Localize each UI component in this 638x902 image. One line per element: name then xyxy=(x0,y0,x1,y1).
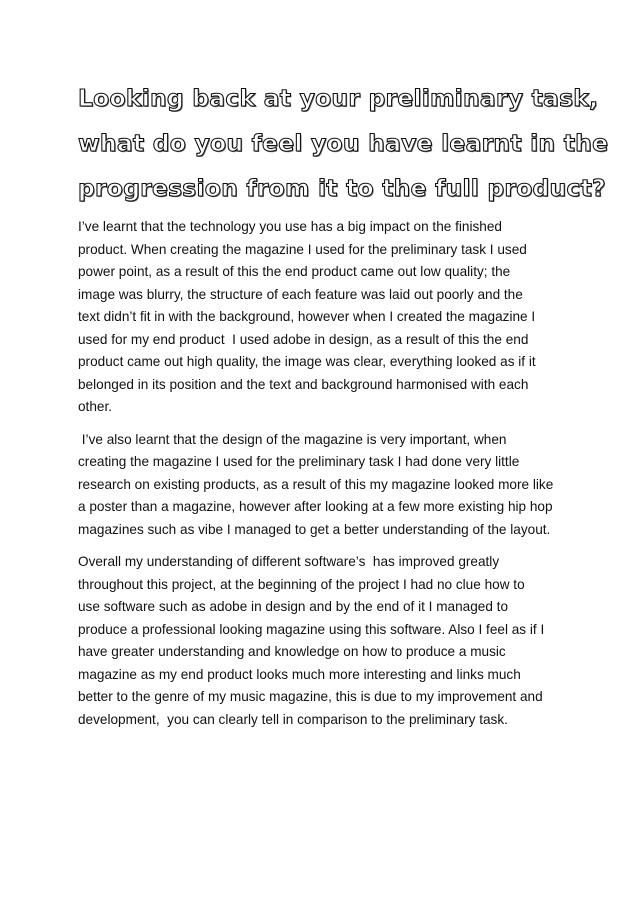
paragraph-line: produce a professional looking magazine using this software. Also I feel as if I xyxy=(78,621,545,637)
paragraph-line: product came out high quality, the image was clear, everything looked as if it xyxy=(78,354,536,369)
paragraph-line: use software such as adobe in design and by the end of it I managed to xyxy=(78,599,509,614)
paragraph-line: throughout this project, at the beginning of the project I had no clue how to xyxy=(78,576,525,592)
paragraph-line: magazines such as vibe I managed to get a better understanding of the layout. xyxy=(78,521,551,537)
document-heading xyxy=(78,76,609,211)
paragraph-overall xyxy=(78,551,578,731)
paragraph-line: image was blurry, the structure of each feature was laid out poorly and the xyxy=(78,286,523,302)
paragraph-line: other. xyxy=(78,399,113,414)
paragraph-line: magazine as my end product looks much more interesting and links much xyxy=(78,666,521,682)
paragraph-design xyxy=(78,429,578,542)
paragraph-line: I’ve learnt that the technology you use has a big impact on the finished xyxy=(78,219,502,234)
heading-line-2: what do you feel you have learnt in the xyxy=(78,129,609,157)
paragraph-line: power point, as a result of this the end product came out low quality; the xyxy=(78,264,511,279)
paragraph-line: better to the genre of my music magazine, this is due to my improvement and xyxy=(78,689,543,704)
paragraph-line: a poster than a magazine, however after looking at a few more existing hip hop xyxy=(78,499,553,514)
document-body xyxy=(78,216,578,741)
paragraph-line: used for my end product I used adobe in design, as a result of this the end xyxy=(78,331,529,347)
paragraph-line: research on existing products, as a result of this my magazine looked more like xyxy=(78,476,554,492)
paragraph-line: I’ve also learnt that the design of the magazine is very important, when xyxy=(78,431,507,447)
paragraph-line: text didn’t fit in with the background, however when I created the magazine I xyxy=(78,309,536,324)
paragraph-line: Overall my understanding of different software’s has improved greatly xyxy=(78,554,500,569)
paragraph-line: product. When creating the magazine I used for the preliminary task I used xyxy=(78,241,527,257)
paragraph-line: belonged in its position and the text and background harmonised with each xyxy=(78,376,529,392)
paragraph-line: creating the magazine I used for the preliminary task I had done very little xyxy=(78,454,520,469)
paragraph-line: development, you can clearly tell in comparison to the preliminary task. xyxy=(78,711,508,727)
paragraph-technology xyxy=(78,216,578,419)
heading-line-1: Looking back at your preliminary task, xyxy=(78,84,599,112)
paragraph-line: have greater understanding and knowledge on how to produce a music xyxy=(78,644,506,659)
heading-line-3: progression from it to the full product? xyxy=(78,174,606,202)
